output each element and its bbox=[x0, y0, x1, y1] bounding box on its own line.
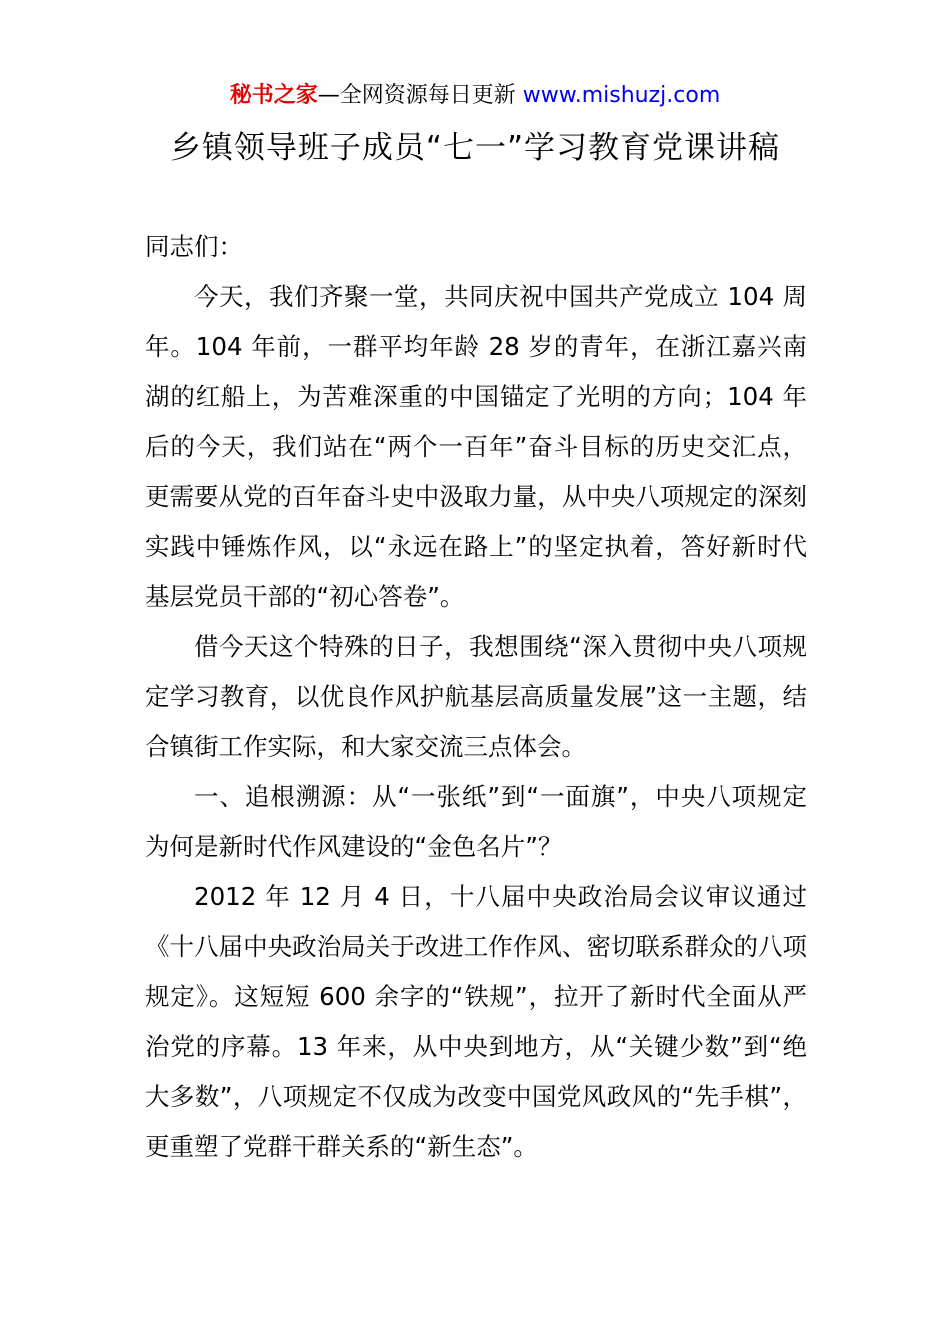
site-url-link[interactable]: www.mishuzj.com bbox=[522, 83, 721, 108]
section-heading-1: 一、追根溯源：从“一张纸”到“一面旗”，中央八项规定为何是新时代作风建设的“金色名片”？ bbox=[145, 782, 807, 861]
paragraph-opening: 今天，我们齐聚一堂，共同庆祝中国共产党成立 104 周年。104 年前，一群平均年龄 28 岁的青年，在浙江嘉兴南湖的红船上，为苦难深重的中国锚定了光明的方向；104 年后的今天，我们站在“两个一百年”奋斗目标的历史交汇点，更需要从党的百年奋斗史中汲取力量，从中央八项规定的深刻实践中锤炼作风，以“永远在路上”的坚定执着，答好新时代基层党员干部的“初心答卷”。 bbox=[145, 282, 807, 611]
paragraph-history: 2012 年 12 月 4 日，十八届中央政治局会议审议通过《十八届中央政治局关于改进工作作风、密切联系群众的八项规定》。这短短 600 余字的“铁规”，拉开了新时代全面从严治党的序幕。13 年来，从中央到地方，从“关键少数”到“绝大多数”，八项规定不仅成为改变中国党风政风的“先手棋”，更重塑了党群干群关系的“新生态”。 bbox=[145, 882, 807, 1161]
site-header bbox=[0, 80, 950, 112]
header-tagline: —全网资源每日更新 bbox=[317, 83, 523, 108]
document-body bbox=[145, 222, 807, 1172]
brand-name: 秘书之家 bbox=[229, 83, 318, 108]
document-title: 乡镇领导班子成员“七一”学习教育党课讲稿 bbox=[169, 130, 781, 166]
salutation: 同志们： bbox=[145, 232, 243, 261]
paragraph-theme: 借今天这个特殊的日子，我想围绕“深入贯彻中央八项规定学习教育，以优良作风护航基层高质量发展”这一主题，结合镇街工作实际，和大家交流三点体会。 bbox=[145, 632, 807, 761]
